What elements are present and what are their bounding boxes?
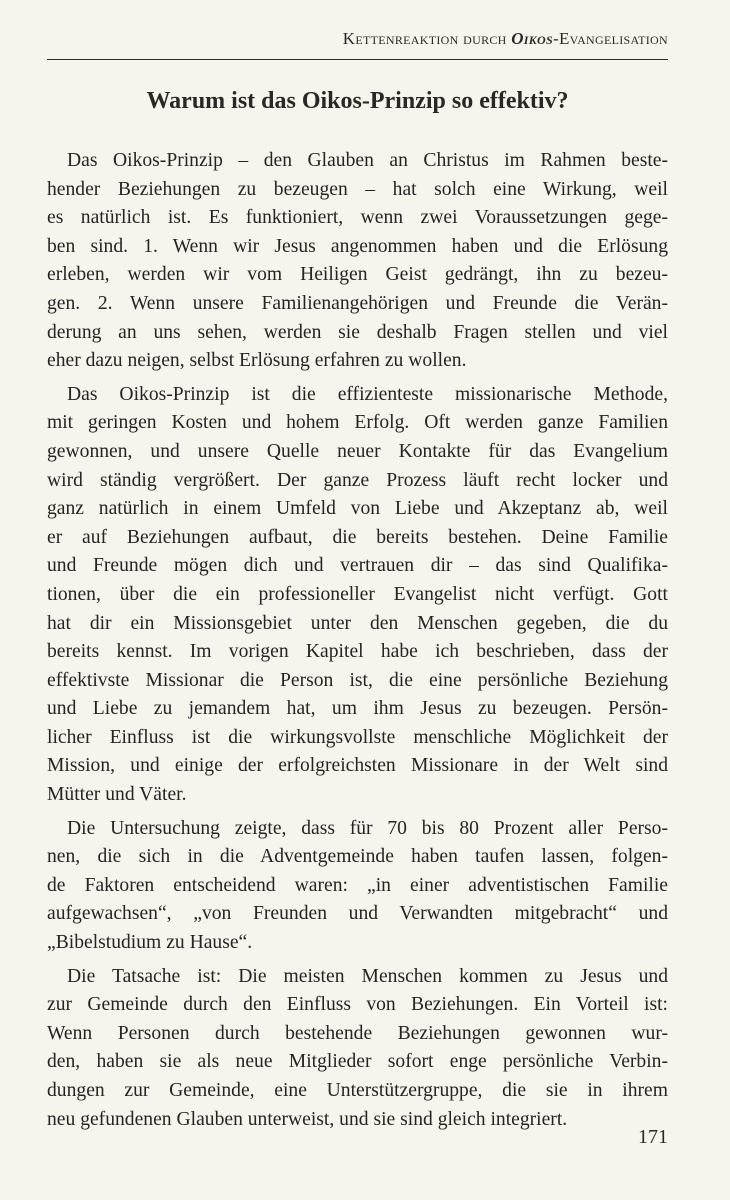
text-line: Wenn Personen durch bestehende Beziehungen gewonnen wur-	[47, 1022, 668, 1044]
running-head-suffix: -Evangelisation	[553, 29, 668, 48]
text-line: den, haben sie als neue Mitglieder sofort enge persönliche Verbin-	[47, 1051, 668, 1073]
text-line: und Freunde mögen dich und vertrauen dir – das sind Qualifika-	[47, 555, 668, 577]
page-number: 171	[638, 1126, 668, 1148]
text-line: gen. 2. Wenn unsere Familienangehörigen und Freunde die Verän-	[47, 292, 668, 314]
text-line: Mission, und einige der erfolgreichsten Missionare in der Welt sind	[47, 755, 668, 777]
text-line: effektivste Missionar die Person ist, die eine persönliche Beziehung	[47, 669, 668, 691]
text-line: wird ständig vergrößert. Der ganze Prozess läuft recht locker und	[47, 469, 668, 491]
text-line: „Bibelstudium zu Hause“.	[47, 932, 253, 954]
text-line: Die Tatsache ist: Die meisten Menschen kommen zu Jesus und	[67, 965, 668, 987]
section-title: Warum ist das Oikos-Prinzip so effektiv?	[146, 88, 569, 114]
text-line: mit geringen Kosten und hohem Erfolg. Oft werden ganze Familien	[47, 412, 668, 434]
header-rule	[47, 59, 668, 60]
text-line: bereits kennst. Im vorigen Kapitel habe ich beschrieben, dass der	[47, 641, 668, 663]
running-head	[47, 29, 668, 49]
text-line: aufgewachsen“, „von Freunden und Verwandten mitgebracht“ und	[47, 903, 668, 925]
text-line: Das Oikos-Prinzip ist die effizienteste missionarische Methode,	[67, 383, 668, 405]
text-line: ben sind. 1. Wenn wir Jesus angenommen haben und die Erlösung	[47, 235, 668, 257]
text-line: dungen zur Gemeinde, eine Unterstützergruppe, die sie in ihrem	[47, 1080, 668, 1101]
text-line: Mütter und Väter.	[47, 784, 187, 806]
text-line: gewonnen, und unsere Quelle neuer Kontakte für das Evangelium	[47, 440, 668, 462]
body-text	[47, 147, 668, 1139]
text-line: Das Oikos-Prinzip – den Glauben an Christus im Rahmen beste-	[67, 150, 668, 171]
text-line: neu gefundenen Glauben unterweist, und sie sind gleich integriert.	[47, 1108, 568, 1130]
text-line: eher dazu neigen, selbst Erlösung erfahren zu wollen.	[47, 350, 467, 372]
text-line: ganz natürlich in einem Umfeld von Liebe und Akzeptanz ab, weil	[47, 498, 668, 520]
paragraph	[47, 815, 668, 958]
paragraph	[47, 147, 668, 376]
text-line: zur Gemeinde durch den Einfluss von Beziehungen. Ein Vorteil ist:	[47, 994, 668, 1016]
text-line: tionen, über die ein professioneller Evangelist nicht verfügt. Gott	[47, 583, 668, 605]
text-line: und Liebe zu jemandem hat, um ihm Jesus zu bezeugen. Persön-	[47, 698, 668, 720]
text-line: de Faktoren entscheidend waren: „in einer adventistischen Familie	[47, 874, 668, 896]
text-line: er auf Beziehungen aufbaut, die bereits bestehen. Deine Familie	[47, 526, 668, 548]
text-line: erleben, werden wir vom Heiligen Geist gedrängt, ihn zu bezeu-	[47, 264, 668, 286]
text-line: es natürlich ist. Es funktioniert, wenn zwei Voraussetzungen gege-	[47, 207, 668, 229]
text-line: Die Untersuchung zeigte, dass für 70 bis 80 Prozent aller Perso-	[67, 817, 668, 839]
text-line: derung an uns sehen, werden sie deshalb Fragen stellen und viel	[47, 321, 668, 343]
running-head-emphasis: Oikos	[511, 29, 553, 48]
running-head-prefix: Kettenreaktion durch	[342, 29, 512, 48]
text-line: hender Beziehungen zu bezeugen – hat solch eine Wirkung, weil	[47, 178, 668, 200]
text-line: nen, die sich in die Adventgemeinde haben taufen lassen, folgen-	[47, 846, 668, 868]
paragraph	[47, 963, 668, 1135]
text-line: hat dir ein Missionsgebiet unter den Menschen gegeben, die du	[47, 612, 668, 634]
text-line: licher Einfluss ist die wirkungsvollste menschliche Möglichkeit der	[47, 726, 668, 748]
paragraph	[47, 381, 668, 810]
